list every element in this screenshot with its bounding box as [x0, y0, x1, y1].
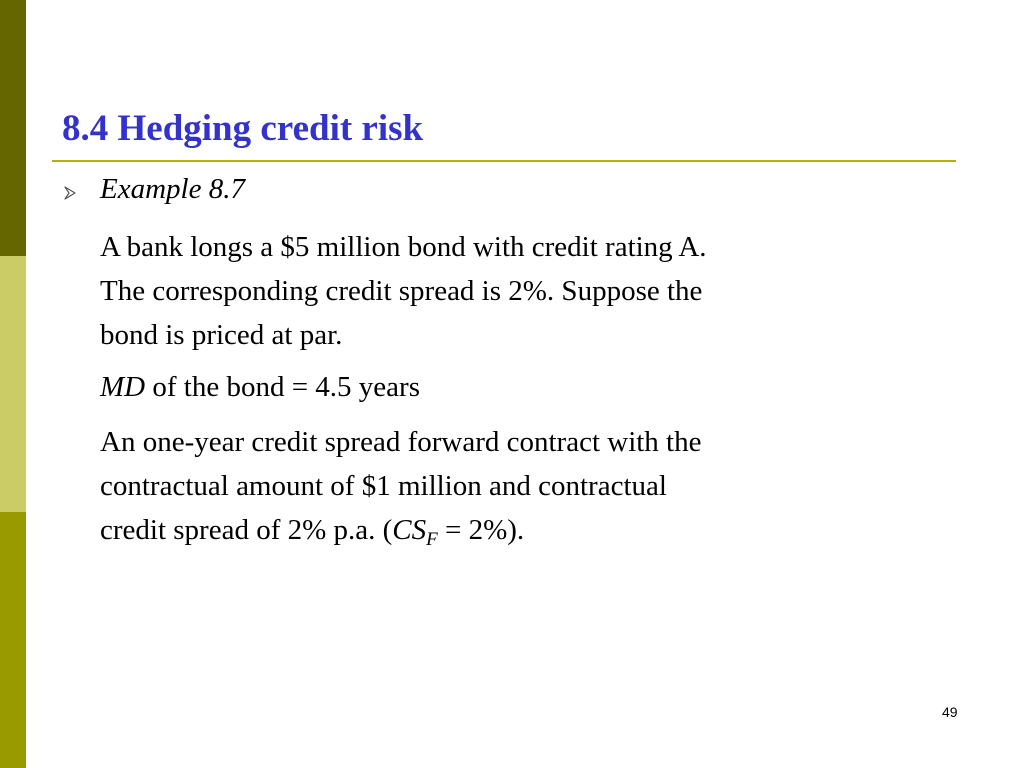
cs-subscript: F: [426, 529, 438, 550]
side-bar-top: [0, 0, 26, 256]
bond-description: [100, 225, 900, 357]
md-text: of the bond = 4.5 years: [145, 371, 420, 403]
duration-statement: [100, 365, 900, 409]
example-heading: Example 8.7: [100, 173, 245, 205]
text-line: The corresponding credit spread is 2%. Suppose the: [100, 275, 703, 307]
text-line: [100, 365, 900, 409]
text-line: bond is priced at par.: [100, 319, 343, 351]
text-line: [100, 508, 900, 552]
md-symbol: MD: [100, 371, 146, 403]
text-line: A bank longs a $5 million bond with credit rating A.: [100, 231, 707, 263]
slide-title: 8.4 Hedging credit risk: [62, 108, 424, 149]
side-bar-middle: [0, 256, 26, 512]
line3-prefix: credit spread of 2% p.a. (: [100, 514, 393, 546]
title-underline: [52, 160, 956, 162]
slide-number: 49: [942, 704, 958, 720]
arrow-bullet-icon: [64, 186, 78, 200]
cs-symbol: CS: [392, 514, 427, 546]
side-bar-bottom: [0, 512, 26, 768]
text-line: contractual amount of $1 million and contractual: [100, 470, 667, 502]
line3-suffix: = 2%).: [437, 514, 525, 546]
text-line: An one-year credit spread forward contract with the: [100, 426, 702, 458]
forward-contract-description: [100, 420, 900, 552]
